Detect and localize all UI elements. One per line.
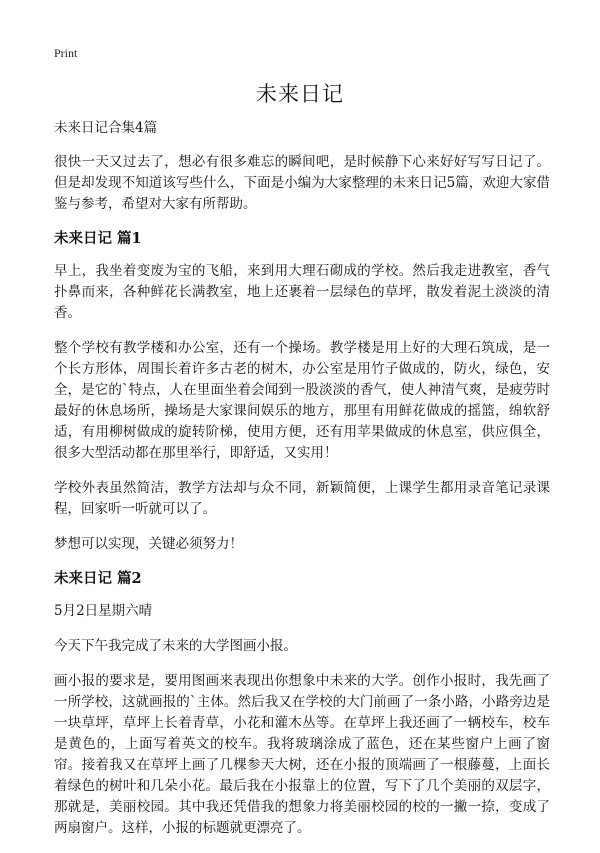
section-paragraph: 学校外表虽然简洁，教学方法却与众不同，新颖简便，上课学生都用录音笔记录课程，回家听一听就可以了。 xyxy=(54,480,550,517)
section-paragraph: 画小报的要求是，要用图画来表现出你想象中未来的大学。创作小报时，我先画了一所学校，这就画报的`主体。然后我又在学校的大门前画了一条小路，小路旁边是一块草坪，草坪上长着青草，小花和灌木丛等。在草坪上我还画了一辆校车，校车是黄色的，上面写着英文的校车。我将玻璃涂成了蓝色，还在某些窗户上画了窗帘。接着我又在草坪上画了几棵参天大树，还在小报的顶端画了一根藤蔓，上面长着绿色的树叶和几朵小花。最后我在小报靠上的位置，写下了几个美丽的双层字，那就是，美丽校园。其中我还凭借我的想象力将美丽校园的校的一撇一捺，变成了两扇窗户。这样，小报的标题就更漂亮了。 xyxy=(54,673,550,836)
section-paragraph: 早上，我坐着变废为宝的飞船，来到用大理石砌成的学校。然后我走进教室，香气扑鼻而来，各种鲜花长满教室，地上还裹着一层绿色的草坪，散发着泥土淡淡的清香。 xyxy=(54,263,550,321)
diary-date: 5月2日星期六晴 xyxy=(54,603,153,619)
document-subtitle: 未来日记合集4篇 xyxy=(54,120,158,136)
section-paragraph: 整个学校有教学楼和办公室，还有一个操场。教学楼是用上好的大理石筑成，是一个长方形体，周围长着许多古老的树木，办公室是用竹子做成的，防火，绿色，安全，是它的`特点，人在里面坐着会闻到一股淡淡的香气，使人神清气爽，是疲劳时最好的休息场所，操场是大家课间娱乐的地方，那里有用鲜花做成的摇篮，绵软舒适，有用柳树做成的旋转阶梯，使用方便，还有用苹果做成的休息室，供应俱全，很多大型活动都在那里举行，即舒适，又实用！ xyxy=(54,340,550,461)
print-link[interactable]: Print xyxy=(54,46,78,60)
intro-paragraph: 很快一天又过去了，想必有很多难忘的瞬间吧，是时候静下心来好好写写日记了。但是却发现不知道该写些什么，下面是小编为大家整理的未来日记5篇，欢迎大家借鉴与参考，希望对大家有所帮助。 xyxy=(54,154,550,212)
section-2 xyxy=(54,569,550,839)
section-heading: 未来日记 篇1 xyxy=(54,230,142,247)
section-1 xyxy=(54,229,550,555)
document-title: 未来日记 xyxy=(256,82,344,106)
section-paragraph: 梦想可以实现，关键必须努力！ xyxy=(54,536,243,552)
document-body xyxy=(54,118,550,853)
section-paragraph: 今天下午我完成了未来的大学图画小报。 xyxy=(54,638,297,654)
section-heading: 未来日记 篇2 xyxy=(54,570,142,587)
